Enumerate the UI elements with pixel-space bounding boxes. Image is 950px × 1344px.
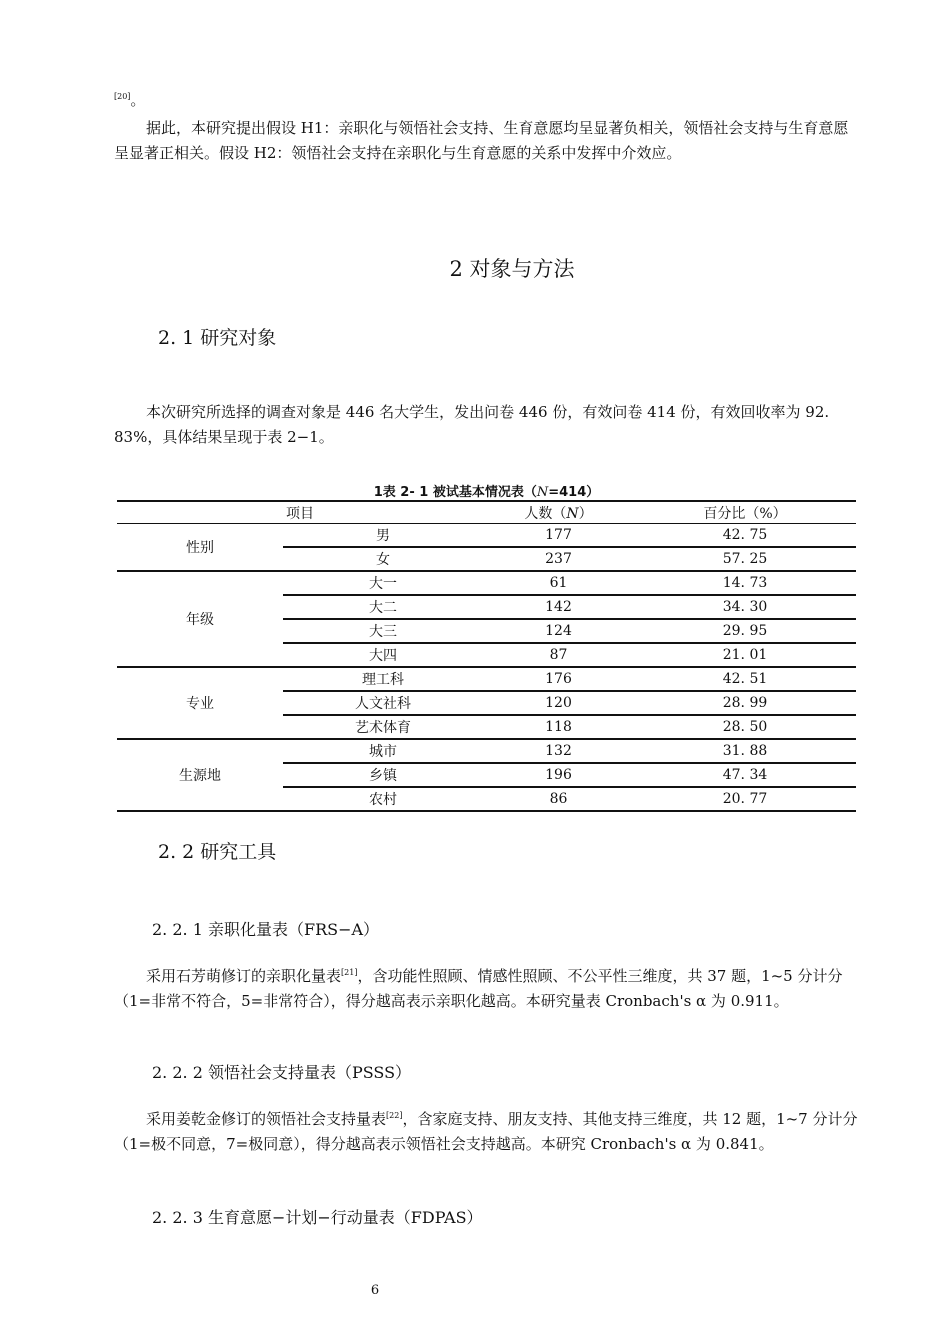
section-2-title: 2 对象与方法 (449, 257, 575, 281)
row-percent: 34. 30 (634, 595, 856, 619)
row-count: 196 (483, 763, 634, 787)
paragraph-psss (114, 1107, 860, 1157)
row-percent: 28. 50 (634, 715, 856, 739)
frs-text-1: 采用石芳萌修订的亲职化量表 (146, 967, 342, 985)
row-count: 132 (483, 739, 634, 763)
row-label: 大二 (283, 595, 483, 619)
row-percent: 21. 01 (634, 643, 856, 667)
header-percent: 百分比（%） (634, 501, 856, 524)
demographics-table (117, 500, 856, 812)
row-count: 118 (483, 715, 634, 739)
table-header-row (117, 501, 856, 524)
header-item: 项目 (117, 501, 483, 524)
citation-ref: [22] (386, 1111, 403, 1120)
row-percent: 42. 75 (634, 524, 856, 548)
row-label: 女 (283, 547, 483, 571)
row-count: 87 (483, 643, 634, 667)
header-count (483, 501, 634, 524)
group-label: 年级 (117, 571, 283, 667)
row-percent: 20. 77 (634, 787, 856, 811)
header-count-suffix: ） (578, 505, 593, 522)
row-percent: 57. 25 (634, 547, 856, 571)
row-label: 乡镇 (283, 763, 483, 787)
header-count-prefix: 人数（ (524, 505, 567, 522)
table-row (117, 667, 856, 691)
section-2-2-title: 2. 2 研究工具 (158, 841, 277, 863)
group-label: 性别 (117, 524, 283, 572)
paragraph-subjects: 本次研究所选择的调查对象是 446 名大学生，发出问卷 446 份，有效问卷 414 份，有效回收率为 92. 83%，具体结果呈现于表 2−1。 (114, 403, 830, 446)
psss-text-1: 采用姜乾金修订的领悟社会支持量表 (146, 1110, 387, 1128)
caption-n: N (536, 485, 549, 500)
row-label: 人文社科 (283, 691, 483, 715)
table-row (117, 524, 856, 548)
section-2-2-3-title: 2. 2. 3 生育意愿−计划−行动量表（FDPAS） (152, 1208, 483, 1227)
group-label: 专业 (117, 667, 283, 739)
row-label: 大三 (283, 619, 483, 643)
table-caption (117, 481, 856, 500)
row-percent: 31. 88 (634, 739, 856, 763)
caption-prefix: 1表 2- 1 被试基本情况表（ (373, 485, 537, 500)
row-percent: 28. 99 (634, 691, 856, 715)
row-count: 237 (483, 547, 634, 571)
row-percent: 47. 34 (634, 763, 856, 787)
row-percent: 14. 73 (634, 571, 856, 595)
section-2-2-2-title: 2. 2. 2 领悟社会支持量表（PSSS） (152, 1063, 412, 1082)
reference-line (114, 88, 860, 113)
paragraph-frs (114, 964, 860, 1014)
table-row (117, 739, 856, 763)
row-label: 大四 (283, 643, 483, 667)
row-label: 城市 (283, 739, 483, 763)
table-row (117, 571, 856, 595)
paragraph-hypothesis: 据此，本研究提出假设 H1：亲职化与领悟社会支持、生育意愿均呈显著负相关，领悟社会支持与生育意愿呈显著正相关。假设 H2：领悟社会支持在亲职化与生育意愿的关系中发挥中介效应。 (114, 119, 849, 162)
row-count: 120 (483, 691, 634, 715)
row-label: 男 (283, 524, 483, 548)
row-count: 176 (483, 667, 634, 691)
row-count: 124 (483, 619, 634, 643)
page-number: 6 (370, 1283, 380, 1298)
row-percent: 29. 95 (634, 619, 856, 643)
row-label: 理工科 (283, 667, 483, 691)
ref-line-tail: 。 (130, 91, 146, 109)
row-label: 大一 (283, 571, 483, 595)
citation-ref: [21] (341, 968, 358, 977)
row-count: 61 (483, 571, 634, 595)
row-count: 177 (483, 524, 634, 548)
psss-text-2: ，含家庭支持、朋友支持、其他支持三维度，共 12 题，1~7 分计分（1=极不同意，7=极同意），得分越高表示领悟社会支持越高。本研究 Cronbach's α 为 0.841。 (114, 1110, 858, 1153)
row-percent: 42. 51 (634, 667, 856, 691)
row-label: 农村 (283, 787, 483, 811)
group-label: 生源地 (117, 739, 283, 811)
section-2-1-title: 2. 1 研究对象 (158, 327, 277, 349)
header-count-n: N (566, 505, 579, 522)
section-2-2-1-title: 2. 2. 1 亲职化量表（FRS−A） (152, 920, 380, 939)
row-label: 艺术体育 (283, 715, 483, 739)
caption-suffix: =414） (548, 485, 600, 500)
row-count: 142 (483, 595, 634, 619)
row-count: 86 (483, 787, 634, 811)
citation-ref: [20] (114, 92, 131, 101)
frs-text-2: ，含功能性照顾、情感性照顾、不公平性三维度，共 37 题，1~5 分计分（1=非常不符合，5=非常符合），得分越高表示亲职化越高。本研究量表 Cronbach's α 为 0.911。 (114, 967, 843, 1010)
